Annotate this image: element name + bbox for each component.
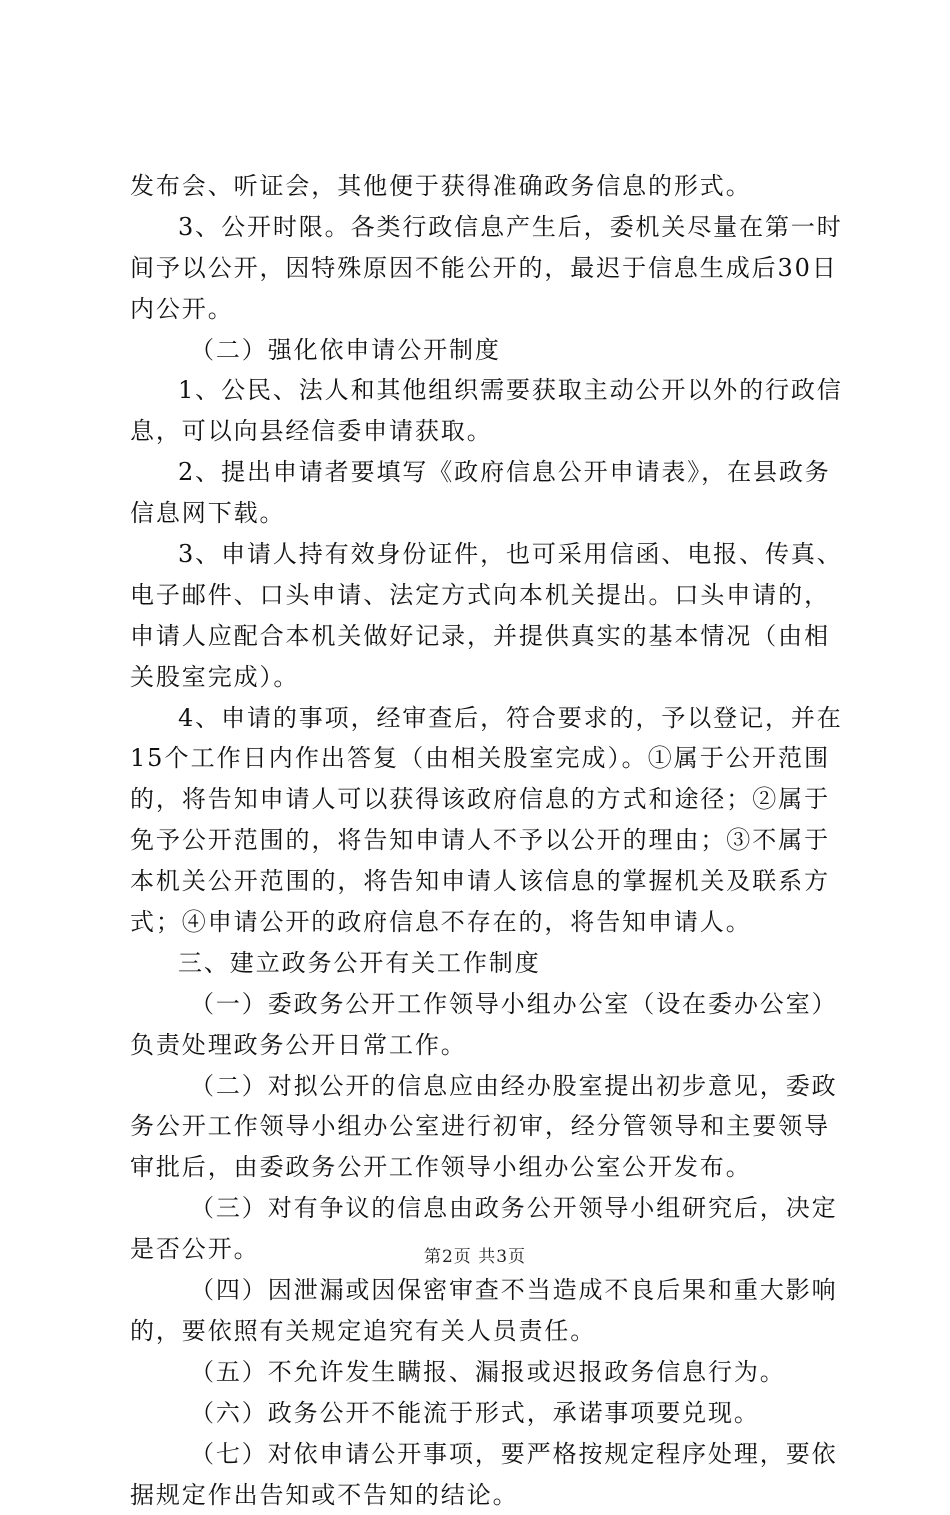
text-line: 3、申请人持有效身份证件，也可采用信函、电报、传真、 — [130, 534, 830, 575]
text-line: （二）对拟公开的信息应由经办股室提出初步意见，委政 — [130, 1066, 830, 1107]
text-line: 电子邮件、口头申请、法定方式向本机关提出。口头申请的， — [130, 575, 830, 616]
text-line: （五）不允许发生瞒报、漏报或迟报政务信息行为。 — [130, 1352, 830, 1393]
text-line: （一）委政务公开工作领导小组办公室（设在委办公室） — [130, 984, 830, 1025]
text-line: 15个工作日内作出答复（由相关股室完成）。①属于公开范围 — [130, 738, 830, 779]
section-heading: 三、建立政务公开有关工作制度 — [130, 943, 830, 984]
text-line: 关股室完成）。 — [130, 657, 830, 698]
text-line: 是否公开。 — [130, 1229, 830, 1270]
page-footer: 第2页 共3页 — [0, 1242, 950, 1267]
text-line: 申请人应配合本机关做好记录，并提供真实的基本情况（由相 — [130, 616, 830, 657]
text-line: 负责处理政务公开日常工作。 — [130, 1025, 830, 1066]
text-line: 1、公民、法人和其他组织需要获取主动公开以外的行政信 — [130, 370, 830, 411]
text-line: 间予以公开，因特殊原因不能公开的，最迟于信息生成后30日 — [130, 248, 830, 289]
text-line: 免予公开范围的，将告知申请人不予以公开的理由；③不属于 — [130, 820, 830, 861]
section-heading: （二）强化依申请公开制度 — [130, 330, 830, 371]
text-line: 务公开工作领导小组办公室进行初审，经分管领导和主要领导 — [130, 1106, 830, 1147]
text-line: 式；④申请公开的政府信息不存在的，将告知申请人。 — [130, 902, 830, 943]
text-line: 的，要依照有关规定追究有关人员责任。 — [130, 1311, 830, 1352]
text-line: 内公开。 — [130, 289, 830, 330]
document-body — [130, 166, 830, 1515]
text-line: 3、公开时限。各类行政信息产生后，委机关尽量在第一时 — [130, 207, 830, 248]
text-line: 审批后，由委政务公开工作领导小组办公室公开发布。 — [130, 1147, 830, 1188]
text-line: 信息网下载。 — [130, 493, 830, 534]
text-line: 本机关公开范围的，将告知申请人该信息的掌握机关及联系方 — [130, 861, 830, 902]
text-line: 息，可以向县经信委申请获取。 — [130, 411, 830, 452]
text-line: 据规定作出告知或不告知的结论。 — [130, 1475, 830, 1515]
text-line: （六）政务公开不能流于形式，承诺事项要兑现。 — [130, 1393, 830, 1434]
text-line: 2、提出申请者要填写《政府信息公开申请表》，在县政务 — [130, 452, 830, 493]
text-line: 的，将告知申请人可以获得该政府信息的方式和途径；②属于 — [130, 779, 830, 820]
text-line: （三）对有争议的信息由政务公开领导小组研究后，决定 — [130, 1188, 830, 1229]
text-line: 4、申请的事项，经审查后，符合要求的，予以登记，并在 — [130, 698, 830, 739]
text-line: （七）对依申请公开事项，要严格按规定程序处理，要依 — [130, 1434, 830, 1475]
text-line: 发布会、听证会，其他便于获得准确政务信息的形式。 — [130, 166, 830, 207]
text-line: （四）因泄漏或因保密审查不当造成不良后果和重大影响 — [130, 1270, 830, 1311]
